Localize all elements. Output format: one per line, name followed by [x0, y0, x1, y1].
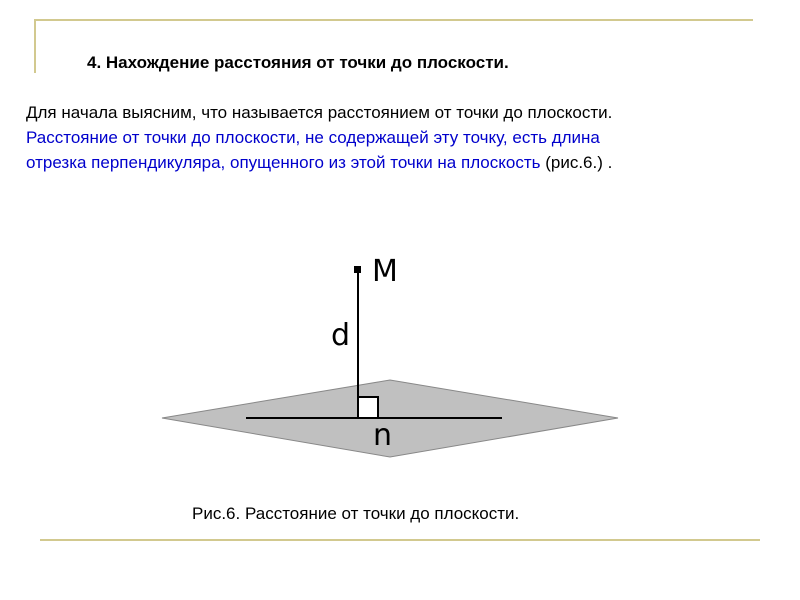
- right-angle-mark: [358, 397, 378, 418]
- definition-line-2: отрезка перпендикуляра, опущенного из этой точки на плоскость: [26, 153, 541, 172]
- foot-label: n: [373, 418, 393, 453]
- intro-text: Для начала выясним, что называется расстоянием от точки до плоскости.: [26, 103, 613, 122]
- frame-bottom-line: [40, 539, 760, 541]
- point-m: [354, 266, 361, 273]
- figure-caption: Рис.6. Расстояние от точки до плоскости.: [192, 504, 520, 523]
- definition-line-1: Расстояние от точки до плоскости, не содержащей эту точку, есть длина: [26, 128, 600, 147]
- distance-label: d: [331, 318, 351, 353]
- point-m-label: M: [372, 254, 398, 289]
- slide-title: 4. Нахождение расстояния от точки до плоскости.: [87, 53, 509, 72]
- figure-reference: (рис.6.) .: [540, 153, 613, 172]
